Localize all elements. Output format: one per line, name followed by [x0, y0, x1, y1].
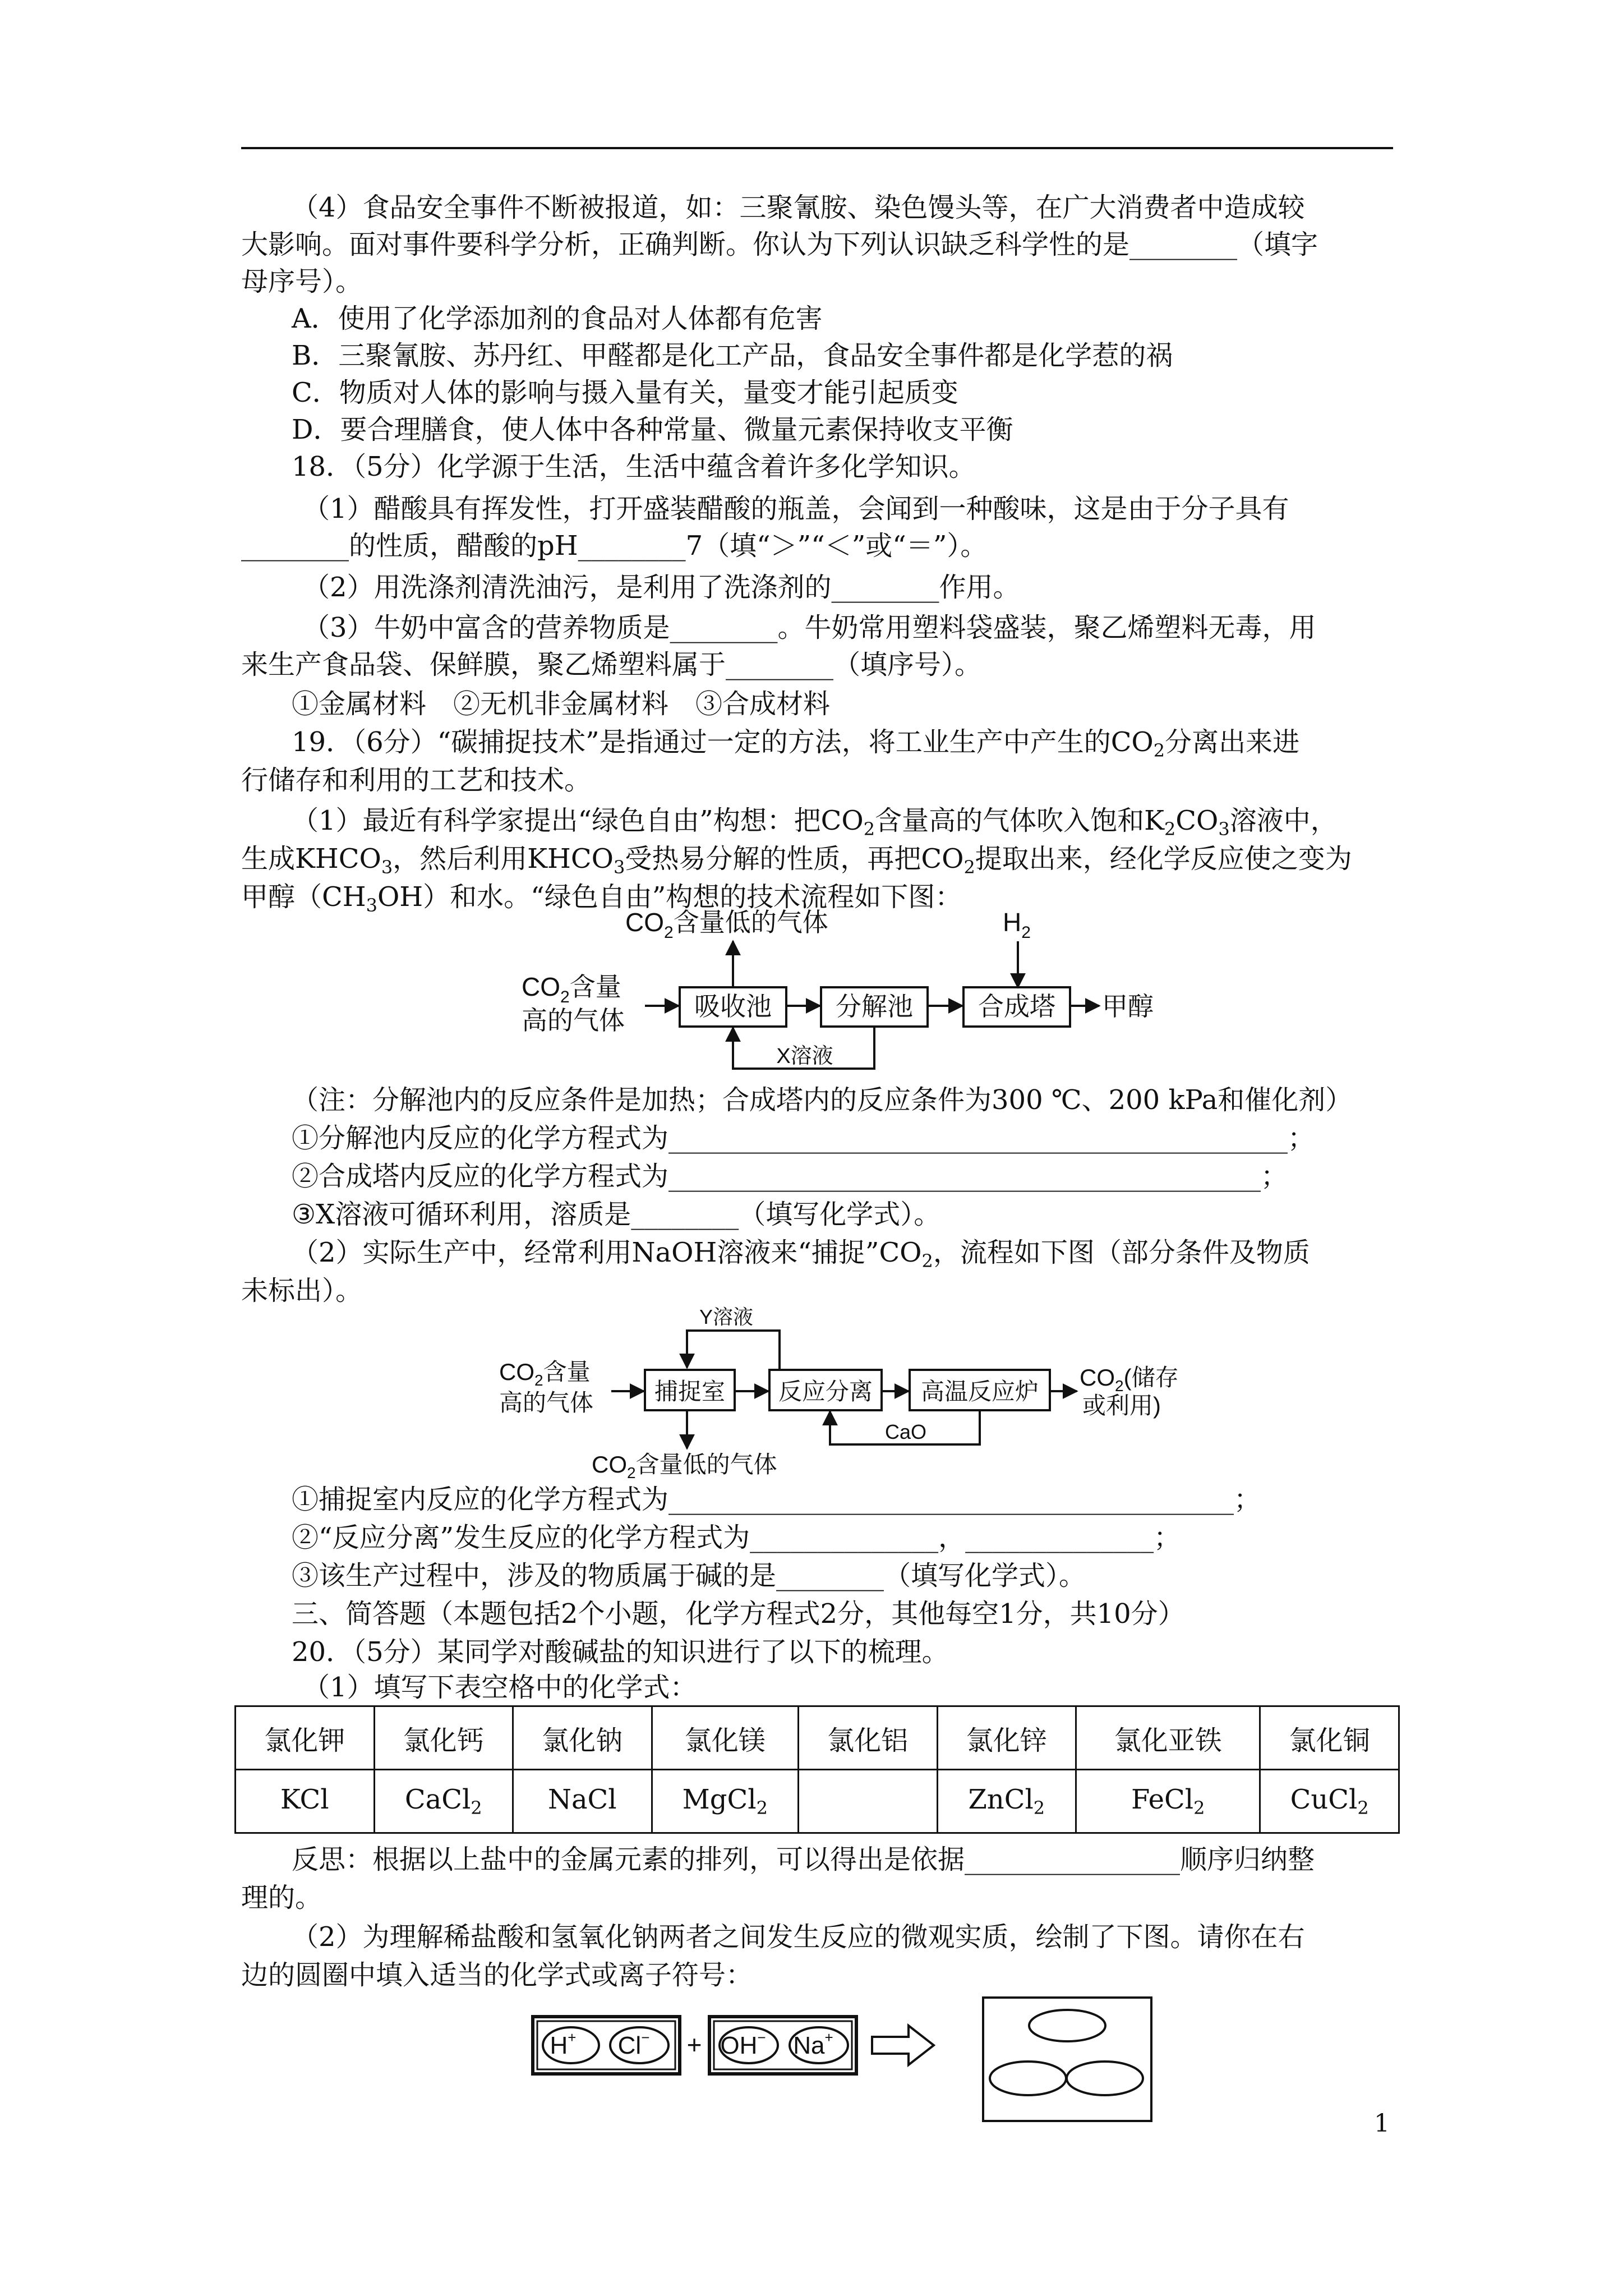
salt-name-cell: 氯化亚铁	[1076, 1706, 1260, 1770]
q19-1-sub2: ②合成塔内反应的化学方程式为____________________________________________；	[292, 1161, 1288, 1192]
salt-formula-cell: CaCl$_2$	[374, 1770, 513, 1833]
q19-1-note: （注：分解池内的反应条件是加热；合成塔内的反应条件为300 ℃、200 kPa和催化剂）	[292, 1084, 1353, 1116]
reaction-arrow-icon	[872, 2026, 934, 2065]
oh-ion-label: OH−	[720, 2029, 766, 2059]
option-a: A．使用了化学添加剂的食品对人体都有危害	[292, 303, 823, 334]
q19-1-sub1: ①分解池内反应的化学方程式为______________________________________________；	[292, 1122, 1315, 1154]
synthesis-tower-label: 合成塔	[978, 992, 1055, 1021]
output-co2-label-1: $CO_2$(储存	[1080, 1364, 1179, 1395]
option-c: C．物质对人体的影响与摄入量有关，量变才能引起质变	[292, 377, 958, 408]
q18-3-line1: （3）牛奶中富含的营养物质是________。牛奶常用塑料袋盛装，聚乙烯塑料无毒，用	[303, 612, 1316, 643]
capture-chamber-label: 捕捉室	[654, 1378, 726, 1405]
q20-2-line2: 边的圆圈中填入适当的化学式或离子符号：	[241, 1959, 753, 1991]
input-gas-label-2: 高的气体	[522, 1006, 625, 1035]
product-blank-circle[interactable]	[1067, 2062, 1143, 2095]
q19-1-line1: （1）最近有科学家提出“绿色自由”构想：把$CO_2$含量高的气体吹入饱和$K_2CO_3$溶液中，	[292, 805, 1338, 840]
option-d: D．要合理膳食，使人体中各种常量、微量元素保持收支平衡	[292, 414, 1013, 445]
product-blank-circle[interactable]	[990, 2062, 1066, 2095]
q20-2-line1: （2）为理解稀盐酸和氢氧化钠两者之间发生反应的微观实质，绘制了下图。请你在右	[292, 1921, 1305, 1953]
salt-name-cell: 氯化钠	[513, 1706, 652, 1770]
q17-4-line2: 大影响。面对事件要科学分析，正确判断。你认为下列认识缺乏科学性的是________（填字	[241, 229, 1318, 260]
q19-1-line2: 生成$KHCO_3$，然后利用$KHCO_3$受热易分解的性质，再把$CO_2$提取出来，经化学反应使之变为	[241, 843, 1352, 878]
option-b: B．三聚氰胺、苏丹红、甲醛都是化工产品，食品安全事件都是化学惹的祸	[292, 340, 1173, 371]
plus-sign: +	[686, 2030, 702, 2059]
q20-title: 20．（5分）某同学对酸碱盐的知识进行了以下的梳理。	[292, 1636, 949, 1668]
q19-title-line2: 行储存和利用的工艺和技术。	[241, 765, 592, 796]
q19-2-line1: （2）实际生产中，经常利用NaOH溶液来“捕捉$”CO_2$，流程如下图（部分条件及物质	[292, 1237, 1310, 1272]
q19-title-line1: 19．（6分）“碳捕捉技术”是指通过一定的方法，将工业生产中产生的$CO_2$分离出来进	[292, 726, 1300, 761]
q19-2-sub1: ①捕捉室内反应的化学方程式为__________________________________________；	[292, 1484, 1261, 1515]
flowchart-green-freedom	[505, 898, 1178, 1083]
section-3-heading: 三、简答题（本题包括2个小题，化学方程式2分，其他每空1分，共10分）	[292, 1598, 1185, 1630]
low-co2-gas-label: $CO_2$含量低的气体	[592, 1451, 777, 1481]
q20-1: （1）填写下表空格中的化学式：	[303, 1672, 697, 1703]
input-gas-label-1: $CO_2$含量	[499, 1359, 591, 1389]
q19-2-line2: 未标出）。	[241, 1275, 363, 1306]
salt-name-cell: 氯化铝	[799, 1706, 938, 1770]
q20-reflection-line1: 反思：根据以上盐中的金属元素的排列，可以得出是依据________________顺序归纳整	[292, 1844, 1315, 1875]
na-ion-label: Na+	[793, 2029, 833, 2059]
q19-1-line3: 甲醇$(CH_3OH)$和水。“绿色自由”构想的技术流程如下图：	[241, 881, 962, 916]
salt-formula-cell: NaCl	[513, 1770, 652, 1833]
x-solution-label: X溶液	[776, 1045, 833, 1068]
header-rule	[241, 147, 1393, 149]
h2-label: $H_2$	[1003, 908, 1031, 942]
absorption-tank-label: 吸收池	[694, 992, 772, 1021]
salt-formula-blank-cell[interactable]	[799, 1770, 938, 1833]
q19-2-sub2: ②“反应分离”发生反应的化学方程式为______________，______________；	[292, 1522, 1181, 1553]
methanol-label: 甲醇	[1102, 992, 1154, 1021]
q18-1-line1: （1）醋酸具有挥发性，打开盛装醋酸的瓶盖，会闻到一种酸味，这是由于分子具有	[303, 493, 1289, 524]
cl-ion-label: Cl−	[617, 2029, 650, 2059]
q17-4-line3: 母序号）。	[241, 266, 363, 297]
ion-reaction-diagram	[527, 1994, 1155, 2123]
input-gas-label-1: $CO_2$含量	[522, 972, 621, 1006]
flowchart-naoh-capture	[494, 1301, 1223, 1481]
salt-name-cell: 氯化铜	[1260, 1706, 1399, 1770]
product-blank-circle[interactable]	[1029, 2010, 1105, 2041]
decomposition-tank-label: 分解池	[836, 992, 913, 1021]
q18-2: （2）用洗涤剂清洗油污，是利用了洗涤剂的________作用。	[303, 572, 1020, 603]
q18-1-line2: ________的性质，醋酸的pH________7（填“＞”“＜”或“＝”）。	[241, 530, 988, 562]
salt-name-cell: 氯化镁	[652, 1706, 798, 1770]
q19-1-sub3: ③X溶液可循环利用，溶质是________（填写化学式）。	[292, 1199, 941, 1230]
output-co2-label-2: 或利用)	[1082, 1392, 1161, 1419]
salt-formula-cell: CuCl$_2$	[1260, 1770, 1399, 1833]
h-ion-label: H+	[550, 2029, 577, 2059]
q18-3-options: ①金属材料 ②无机非金属材料 ③合成材料	[292, 688, 831, 720]
salt-formula-cell: KCl	[236, 1770, 375, 1833]
q18-3-line2: 来生产食品袋、保鲜膜，聚乙烯塑料属于________（填序号）。	[241, 649, 982, 680]
page-number: 1	[1374, 2109, 1390, 2138]
salt-name-cell: 氯化钙	[374, 1706, 513, 1770]
q19-2-sub3: ③该生产过程中，涉及的物质属于碱的是________（填写化学式）。	[292, 1560, 1086, 1591]
input-gas-label-2: 高的气体	[499, 1389, 594, 1416]
product-box	[983, 1998, 1151, 2121]
q17-4-line1: （4）食品安全事件不断被报道，如：三聚氰胺、染色馒头等，在广大消费者中造成较	[292, 192, 1305, 223]
cao-label: CaO	[884, 1420, 927, 1443]
salt-formula-cell: FeCl$_2$	[1076, 1770, 1260, 1833]
q18-title: 18．（5分）化学源于生活，生活中蕴含着许多化学知识。	[292, 451, 976, 482]
salt-formula-cell: MgCl$_2$	[652, 1770, 798, 1833]
reaction-separation-label: 反应分离	[778, 1378, 873, 1405]
salt-name-cell: 氯化锌	[937, 1706, 1076, 1770]
salt-formula-cell: ZnCl$_2$	[937, 1770, 1076, 1833]
y-solution-label: Y溶液	[699, 1305, 754, 1328]
salt-name-row	[236, 1706, 1399, 1770]
high-temp-furnace-label: 高温反应炉	[920, 1378, 1039, 1405]
salt-table	[234, 1705, 1400, 1834]
salt-formula-row	[236, 1770, 1399, 1833]
low-co2-gas-label: $CO_2$含量低的气体	[625, 908, 828, 942]
q20-reflection-line2: 理的。	[241, 1882, 322, 1913]
salt-name-cell: 氯化钾	[236, 1706, 375, 1770]
